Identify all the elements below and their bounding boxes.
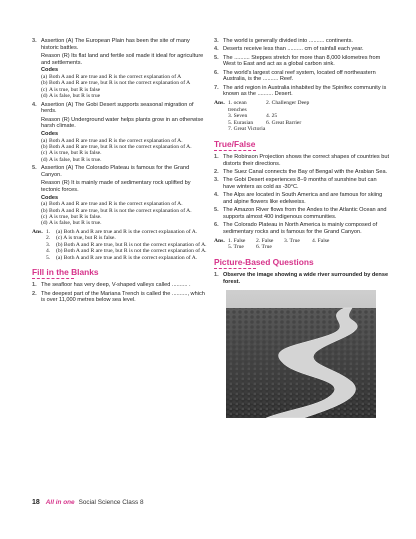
option-letter: (a) — [41, 201, 48, 208]
assertion-text: Assertion (A) The Gobi Desert supports seasonal migration of herds. — [41, 101, 194, 115]
right-column — [214, 38, 390, 423]
question-text: The Colorado Plateau in North America is mainly composed of sedimentary rocks and is famous for the Grand Canyon. — [223, 222, 378, 235]
answer-cell: 4. 25 — [266, 113, 278, 120]
answer-row — [46, 255, 208, 262]
answer-cell: 7. Great Victoria — [228, 126, 266, 133]
answer-text: (a) Both A and R are true and R is the correct explanation of A. — [56, 228, 198, 235]
option-letter: (b) — [41, 80, 48, 87]
option-text: A is false, but R is true. — [49, 220, 102, 227]
question-text: The world's largest coral reef system, located off northeastern Australia, is the .......... Reef. — [223, 69, 376, 83]
option-text: A is true, but R is false. — [49, 214, 102, 221]
section-title-fill-blanks: Fill in the Blanks — [32, 267, 99, 278]
answer-cell: 5. True — [228, 244, 244, 251]
code-option — [41, 93, 208, 99]
question-number: 1. — [214, 153, 219, 160]
question-item — [214, 207, 390, 220]
picture-question-1 — [214, 272, 390, 285]
codes-heading: Codes — [41, 131, 59, 138]
section-title-true-false: True/False — [214, 138, 256, 149]
code-option — [41, 157, 208, 163]
book-title: Social Science Class 8 — [78, 499, 144, 506]
question-number: 5. — [32, 165, 37, 172]
answers-label: Ans. — [214, 100, 225, 106]
reason-text: Reason (R) Its flat land and fertile soil made it ideal for agriculture and settlements. — [41, 53, 204, 66]
question-text: The Gobi Desert experiences 8–9 months of sunshine but can have winters as cold as -30°C. — [223, 177, 377, 190]
option-text: Both A and R are true and R is the correct explanation of A. — [49, 201, 183, 208]
river-forest-photo — [226, 290, 376, 418]
option-text: Both A and R are true, but R is not the correct explanation of A. — [49, 207, 192, 214]
answer-cell: 1. ocean trenches — [228, 100, 247, 113]
question-item — [214, 192, 390, 205]
question-text: The Alps are located in South America and are famous for skiing and alpine flowers like edelweiss. — [223, 192, 383, 205]
question-text: The .......... Steppes stretch for more than 8,000 kilometres from West to East and act as a global carbon sink. — [223, 54, 381, 68]
question-number: 4. — [32, 101, 37, 108]
question-text: The Amazon River flows from the Andes to the Atlantic Ocean and supports almost 400 indigenous communities. — [223, 207, 387, 220]
option-letter: (c) — [41, 150, 48, 157]
option-letter: (a) — [41, 74, 48, 80]
codes-heading: Codes — [41, 194, 59, 201]
answers-block — [32, 229, 208, 262]
question-text: The seafloor has very deep, V-shaped valleys called .......... . — [41, 282, 191, 289]
reason-text: Reason (R) It is mainly made of sedimentary rock uplifted by tectonic forces. — [41, 180, 191, 193]
answer-cell: 4. False — [312, 237, 330, 244]
answer-cell: 2. False — [256, 237, 274, 244]
question-item — [32, 282, 208, 289]
question-number: 3. — [214, 38, 219, 44]
option-text: A is false, but R is true — [49, 93, 101, 100]
question-text: The arid region in Australia inhabited by the Spinifex community is known as the .......... Desert. — [223, 84, 387, 98]
assertion-text: Assertion (A) The Colorado Plateau is famous for the Grand Canyon. — [41, 165, 190, 178]
code-option — [41, 220, 208, 226]
question-number: 5. — [214, 54, 219, 61]
assertion-text: Assertion (A) The European Plain has been the site of many historic battles. — [41, 38, 190, 51]
question-4 — [32, 102, 208, 115]
answer-cell: 5. Eurasian — [228, 119, 254, 126]
section-underline — [32, 278, 74, 279]
question-number: 5. — [214, 207, 219, 214]
fib-answers-block — [214, 100, 390, 133]
option-text: A is false, but R is true. — [49, 156, 102, 163]
answer-cell: 3. Seven — [228, 113, 248, 120]
question-item — [214, 169, 390, 176]
answers-label: Ans. — [214, 237, 225, 244]
question-item — [214, 177, 390, 190]
question-number: 2. — [32, 290, 37, 297]
question-text: The Robinson Projection shows the correct shapes of countries but distorts their directions. — [223, 153, 390, 167]
reason-text: Reason (R) Underground water helps plants grow in an otherwise harsh climate. — [41, 116, 204, 130]
codes-heading: Codes — [41, 67, 59, 74]
question-item — [214, 154, 390, 167]
question-text: Deserts receive less than .......... cm of rainfall each year. — [223, 46, 364, 53]
question-number: 3. — [214, 177, 219, 184]
option-text: A is true, but R is false — [49, 86, 101, 93]
question-item — [214, 55, 390, 68]
answer-text: (b) Both A and R are true, but R is not the correct explanation of A. — [56, 248, 207, 255]
option-letter: (d) — [41, 220, 48, 227]
left-column — [32, 38, 208, 306]
question-item — [214, 70, 390, 83]
answer-cell: 6. True — [256, 244, 272, 251]
question-number: 6. — [214, 69, 219, 76]
page-number: 18 — [32, 499, 40, 506]
question-5 — [32, 165, 208, 178]
answer-number: 1. — [46, 228, 51, 235]
question-number: 6. — [214, 222, 219, 229]
answer-number: 3. — [46, 241, 51, 248]
option-letter: (d) — [41, 156, 48, 163]
question-item — [214, 222, 390, 235]
option-letter: (c) — [41, 214, 48, 221]
question-item — [214, 85, 390, 98]
answer-number: 2. — [46, 235, 51, 242]
tf-answers-block — [214, 238, 390, 251]
question-text: The world is generally divided into .......... continents. — [223, 38, 353, 44]
question-number: 3. — [32, 38, 37, 44]
question-3 — [32, 38, 208, 51]
brand-logo-text: All in one — [45, 499, 75, 506]
answer-cell: 6. Great Barrier — [266, 119, 302, 126]
answer-text: (c) A is true, but R is false. — [56, 235, 116, 242]
option-letter: (d) — [41, 93, 48, 100]
answer-number: 5. — [46, 254, 51, 261]
option-letter: (c) — [41, 86, 48, 93]
option-text: Both A and R are true, but R is not the correct explanation of A — [49, 80, 191, 87]
question-text: Observe the image showing a wide river surrounded by dense forest. — [223, 271, 389, 285]
question-text: The deepest part of the Mariana Trench is called the .........., which is over 11,000 metres below sea level. — [41, 290, 205, 304]
section-underline — [214, 268, 256, 269]
option-text: Both A and R are true, but R is not the correct explanation of A. — [49, 144, 192, 151]
option-text: Both A and R are true and R is the correct explanation of A — [49, 74, 182, 80]
question-number: 4. — [214, 192, 219, 199]
option-text: Both A and R are true and R is the correct explanation of A. — [49, 137, 183, 144]
question-number: 4. — [214, 46, 219, 53]
page-footer — [32, 499, 144, 506]
question-number: 1. — [214, 271, 219, 278]
option-letter: (b) — [41, 144, 48, 151]
answer-cell: 1. False — [228, 237, 246, 244]
answer-number: 4. — [46, 248, 51, 255]
section-title-picture-based: Picture-Based Questions — [214, 256, 314, 267]
answer-text: (b) Both A and R are true, but R is not the correct explanation of A. — [56, 241, 207, 248]
question-number: 2. — [214, 168, 219, 175]
answer-cell: 3. True — [284, 237, 300, 244]
question-number: 1. — [32, 282, 37, 289]
question-item — [214, 38, 390, 45]
section-underline — [214, 150, 256, 151]
question-item — [32, 291, 208, 304]
answer-cell: 2. Challenger Deep — [266, 100, 310, 106]
answer-text: (a) Both A and R are true and R is the correct explanation of A. — [56, 254, 198, 261]
question-text: The Suez Canal connects the Bay of Bengal with the Arabian Sea. — [223, 168, 388, 175]
option-letter: (b) — [41, 207, 48, 214]
option-letter: (a) — [41, 137, 48, 144]
option-text: A is true, but R is false. — [49, 150, 102, 157]
question-item — [214, 46, 390, 53]
question-number: 7. — [214, 84, 219, 91]
answers-label: Ans. — [32, 228, 43, 235]
